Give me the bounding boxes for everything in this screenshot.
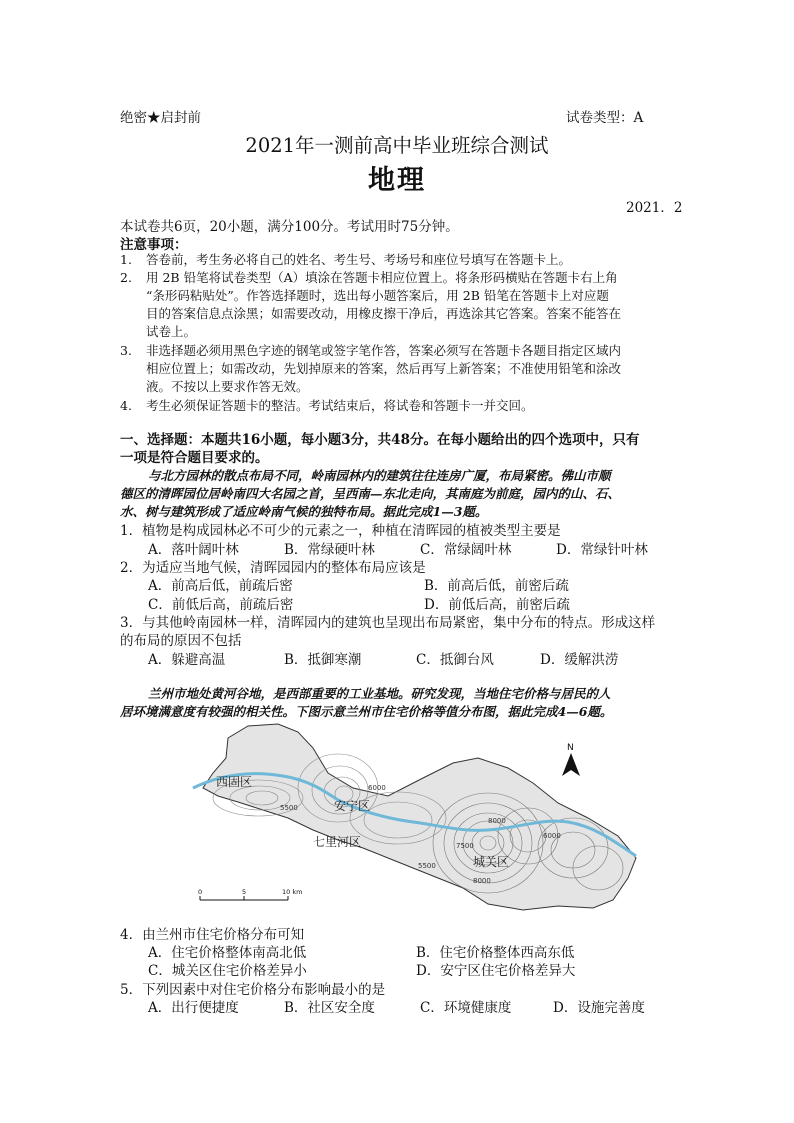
scale-bar — [200, 896, 288, 900]
question-5-stem: 5．下列因素中对住宅价格分布影响最小的是 — [120, 982, 386, 998]
section-heading: 一、选择题：本题共16小题，每小题3分，共48分。在每小题给出的四个选项中，只有 — [120, 432, 640, 448]
confidential-mark: 绝密★启封前 — [120, 110, 201, 126]
contour-label: 8000 — [473, 877, 491, 885]
passage-line: 德区的清晖园位居岭南四大名园之首，呈西南—东北走向，其南庭为前庭，园内的山、石、 — [120, 486, 621, 501]
q3-option-d: D．缓解洪涝 — [540, 652, 619, 668]
section-heading-line2: 一项是符合题目要求的。 — [120, 450, 269, 466]
intro-text: 本试卷共6页，20小题，满分100分。考试用时75分钟。 — [120, 219, 459, 235]
district-label-xigu: 西固区 — [216, 775, 253, 789]
q5-option-a: A．出行便捷度 — [148, 1000, 239, 1016]
q5-option-d: D．设施完善度 — [553, 1000, 645, 1016]
exam-title: 2021年一测前高中毕业班综合测试 — [245, 134, 549, 157]
q1-option-b: B．常绿硬叶林 — [284, 542, 375, 558]
q3-option-a: A．躲避高温 — [148, 652, 226, 668]
note-item: 4. 考生必须保证答题卡的整洁。考试结束后，将试卷和答题卡一并交回。 — [120, 398, 534, 413]
north-arrow-icon — [562, 753, 580, 776]
passage-line: 水、树与建筑形成了适应岭南气候的独特布局。据此完成1—3题。 — [120, 504, 488, 519]
passage-line: 兰州市地处黄河谷地，是西部重要的工业基地。研究发现，当地住宅价格与居民的人 — [148, 686, 611, 701]
note-line: 目的答案信息点涂黑；如需要改动，用橡皮擦干净后，再选涂其它答案。答案不能答在 — [146, 306, 622, 321]
note-line: “条形码粘贴处”。作答选择题时，选出每小题答案后，用 2B 铅笔在答题卡上对应题 — [146, 288, 609, 303]
note-item: 2. 用 2B 铅笔将试卷类型（A）填涂在答题卡相应位置上。将条形码横贴在答题卡右上角 — [120, 270, 618, 285]
contour-label: 5500 — [280, 804, 298, 812]
scale-tick: 10 km — [282, 888, 303, 896]
q2-option-b: B．前高后低，前密后疏 — [424, 578, 569, 594]
north-label: N — [567, 743, 574, 753]
exam-date: 2021．2 — [626, 200, 683, 216]
q1-option-c: C．常绿阔叶林 — [420, 542, 512, 558]
contour-label: 8000 — [488, 817, 506, 825]
q5-option-b: B．社区安全度 — [284, 1000, 375, 1016]
q4-option-d: D．安宁区住宅价格差异大 — [416, 963, 576, 979]
q4-option-a: A．住宅价格整体南高北低 — [148, 945, 307, 961]
scale-tick: 5 — [242, 888, 247, 896]
contour-label: 7500 — [456, 842, 474, 850]
question-1-stem: 1．植物是构成园林必不可少的元素之一，种植在清晖园的植被类型主要是 — [120, 523, 561, 539]
question-4-stem: 4．由兰州市住宅价格分布可知 — [120, 927, 305, 943]
lanzhou-housing-price-map — [188, 718, 638, 916]
q4-option-c: C．城关区住宅价格差异小 — [148, 963, 307, 979]
district-label-qilihe: 七里河区 — [313, 835, 362, 849]
note-item: 3. 非选择题必须用黑色字迹的钢笔或签字笔作答，答案必须写在答题卡各题目指定区域内 — [120, 343, 622, 358]
q5-option-c: C．环境健康度 — [420, 1000, 512, 1016]
q1-option-d: D．常绿针叶林 — [556, 542, 648, 558]
note-item: 1. 答卷前，考生务必将自己的姓名、考生号、考场号和座位号填写在答题卡上。 — [120, 252, 572, 267]
contour-label: 6000 — [543, 832, 561, 840]
question-3-stem: 3．与其他岭南园林一样，清晖园内的建筑也呈现出布局紧密，集中分布的特点。形成这样 — [120, 615, 656, 631]
note-line: 液。不按以上要求作答无效。 — [146, 379, 309, 394]
q3-option-b: B．抵御寒潮 — [284, 652, 362, 668]
subject-title: 地理 — [368, 165, 426, 196]
contour-label: 6000 — [368, 784, 386, 792]
paper-type: 试卷类型：A — [566, 110, 644, 126]
q2-option-d: D．前低后高，前密后疏 — [424, 597, 570, 613]
q4-option-b: B．住宅价格整体西高东低 — [416, 945, 575, 961]
district-label-anning: 安宁区 — [334, 799, 371, 813]
q2-option-c: C．前低后高，前疏后密 — [148, 597, 294, 613]
scale-tick: 0 — [198, 888, 203, 896]
q1-option-a: A．落叶阔叶林 — [148, 542, 239, 558]
note-line: 相应位置上；如需改动，先划掉原来的答案，然后再写上新答案；不准使用铅笔和涂改 — [146, 361, 622, 376]
question-3-stem-line2: 的布局的原因不包括 — [120, 633, 242, 649]
passage-line: 居环境满意度有较强的相关性。下图示意兰州市住宅价格等值分布图，据此完成4—6题。 — [120, 704, 613, 719]
contour-label: 5500 — [418, 862, 436, 870]
note-line: 试卷上。 — [146, 324, 197, 339]
district-label-chengguan: 城关区 — [473, 855, 510, 869]
q2-option-a: A．前高后低，前疏后密 — [148, 578, 293, 594]
passage-line: 与北方园林的散点布局不同，岭南园林内的建筑往往连房广厦，布局紧密。佛山市顺 — [148, 468, 611, 483]
notes-heading: 注意事项： — [120, 237, 188, 253]
q3-option-c: C．抵御台风 — [416, 652, 494, 668]
question-2-stem: 2．为适应当地气候，清晖园园内的整体布局应该是 — [120, 560, 426, 576]
